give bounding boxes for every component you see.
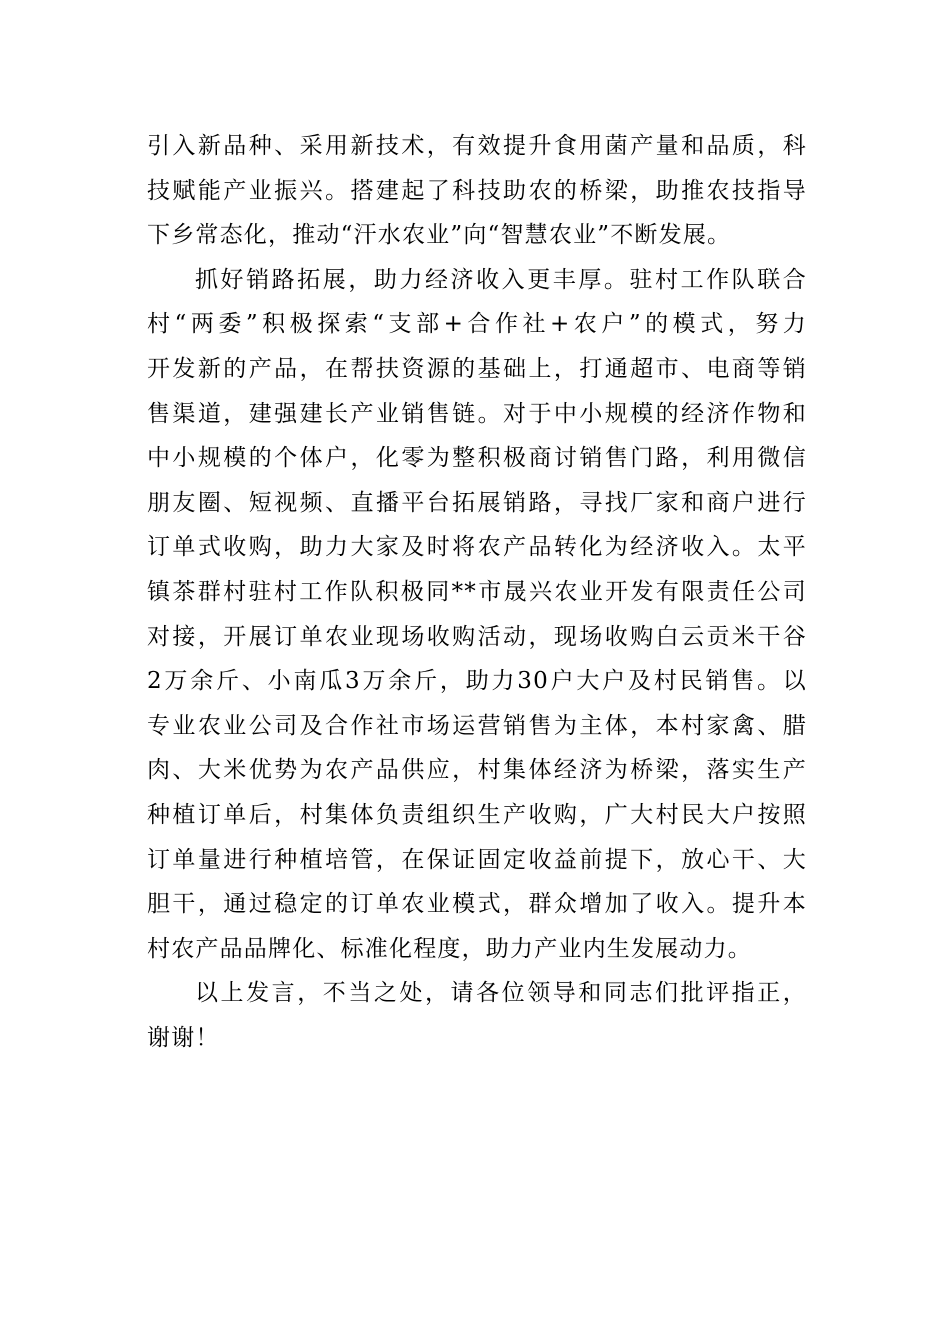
text-line: 订单量进行种植培管，在保证固定收益前提下，放心干、大 <box>147 846 807 873</box>
document-body <box>147 124 807 1060</box>
text-line: 种植订单后，村集体负责组织生产收购，广大村民大户按照 <box>147 801 807 828</box>
text-line: 对接，开展订单农业现场收购活动，现场收购白云贡米干谷 <box>147 623 807 650</box>
paragraph-tech-empowerment <box>147 124 807 258</box>
text-line: 订单式收购，助力大家及时将农产品转化为经济收入。太平 <box>147 534 807 561</box>
text-line: 售渠道，建强建长产业销售链。对于中小规模的经济作物和 <box>147 400 807 427</box>
text-line: 村“两委”积极探索“支部+合作社+农户”的模式，努力 <box>147 311 807 338</box>
text-line: 下乡常态化，推动“汗水农业”向“智慧农业”不断发展。 <box>147 222 732 249</box>
text-line: 朋友圈、短视频、直播平台拓展销路，寻找厂家和商户进行 <box>147 489 807 516</box>
text-line: 谢谢！ <box>147 1024 220 1051</box>
paragraph-closing <box>147 971 807 1060</box>
paragraph-sales-expansion <box>147 258 807 972</box>
text-line: 村农产品品牌化、标准化程度，助力产业内生发展动力。 <box>147 935 752 962</box>
text-line: 以上发言，不当之处，请各位领导和同志们批评指正， <box>195 980 807 1007</box>
text-line: 胆干，通过稳定的订单农业模式，群众增加了收入。提升本 <box>147 891 807 918</box>
text-line: 专业农业公司及合作社市场运营销售为主体，本村家禽、腊 <box>147 712 807 739</box>
text-line: 中小规模的个体户，化零为整积极商讨销售门路，利用微信 <box>147 445 807 472</box>
text-line: 引入新品种、采用新技术，有效提升食用菌产量和品质，科 <box>147 133 807 159</box>
text-line: 抓好销路拓展，助力经济收入更丰厚。驻村工作队联合 <box>195 266 807 293</box>
text-line: 技赋能产业振兴。搭建起了科技助农的桥梁，助推农技指导 <box>147 177 807 204</box>
text-line: 肉、大米优势为农产品供应，村集体经济为桥梁，落实生产 <box>147 757 807 784</box>
text-line: 2万余斤、小南瓜3万余斤，助力30户大户及村民销售。以 <box>147 668 807 695</box>
text-line: 镇茶群村驻村工作队积极同**市晟兴农业开发有限责任公司 <box>147 578 807 605</box>
text-line: 开发新的产品，在帮扶资源的基础上，打通超市、电商等销 <box>147 355 807 382</box>
